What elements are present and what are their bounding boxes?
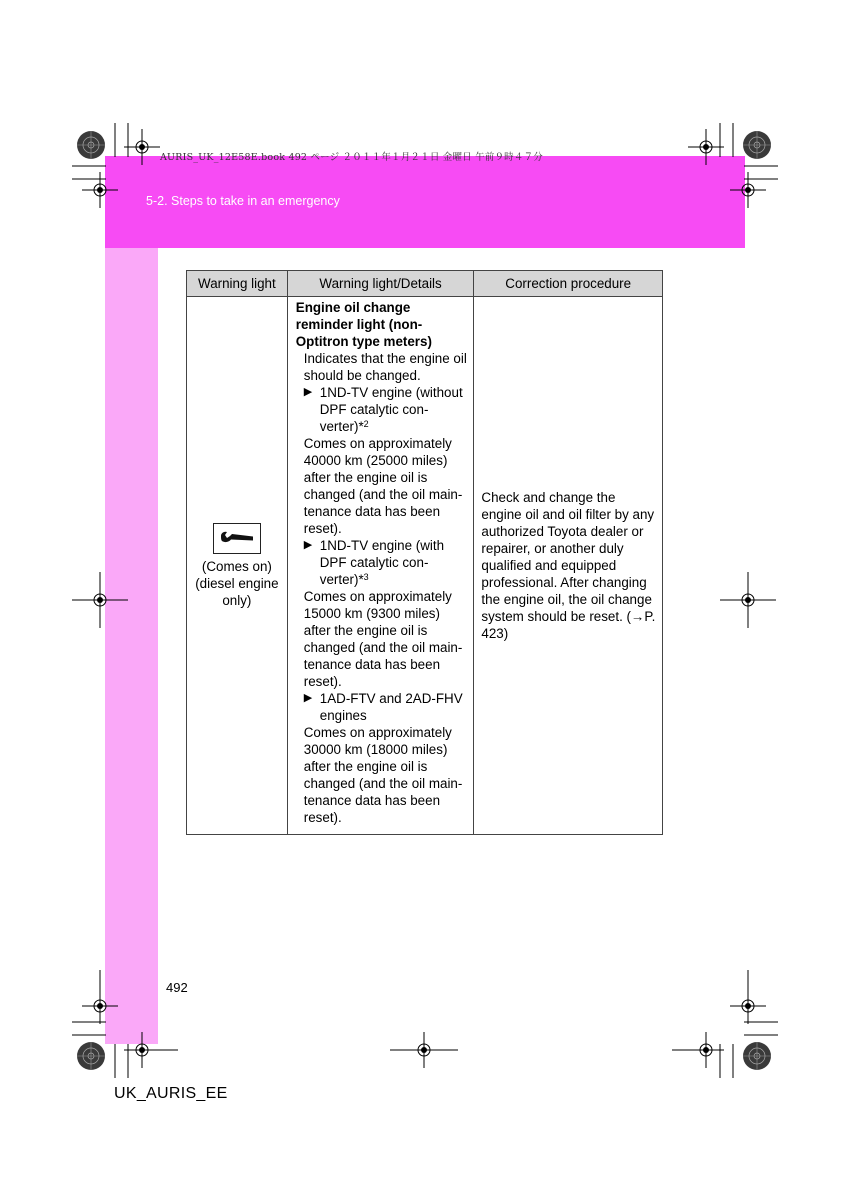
bullet-item — [296, 537, 468, 588]
bullet1-text: 1ND-TV engine (without DPF catalytic con-verter)* — [319, 385, 463, 434]
details-cell — [287, 297, 474, 835]
header-warning-light: Warning light — [187, 271, 288, 297]
details-title: Engine oil change reminder light (non-Optitron type meters) — [295, 300, 432, 349]
details-intro: Indicates that the engine oil should be changed. — [303, 351, 467, 383]
warning-light-table — [186, 270, 663, 835]
only-label: only) — [222, 592, 252, 608]
bullet-item — [296, 690, 468, 724]
document-code: UK_AURIS_EE — [114, 1085, 228, 1102]
wrench-icon — [213, 523, 261, 554]
bullet-item — [296, 384, 468, 435]
print-header: AURIS_UK_12E58E.book 492 ページ ２０１１年１月２１日 金曜日 午前９時４７分 — [160, 152, 543, 163]
bullet3-text: 1AD-FTV and 2AD-FHV engines — [319, 691, 463, 723]
table-header-row — [187, 271, 663, 297]
footnote-ref: 2 — [363, 419, 369, 429]
diesel-label: (diesel engine — [195, 575, 279, 591]
table-row — [187, 297, 663, 835]
triangle-bullet-icon: ▶ — [303, 692, 313, 704]
bullet2-text: 1ND-TV engine (with DPF catalytic con-verter)* — [319, 538, 445, 587]
correction-cell: Check and change the engine oil and oil filter by any authorized Toyota dealer or repairer, or another duly qualified and equipped professional. After changing the engine oil, the oil change system should be reset. (→P. 423) — [474, 297, 663, 835]
section-title: 5-2. Steps to take in an emergency — [146, 194, 340, 208]
triangle-bullet-icon: ▶ — [303, 539, 313, 551]
details-text2: Comes on approximately 15000 km (9300 miles) after the engine oil is changed (and the oil main-tenance data has been reset). — [303, 589, 463, 689]
details-text1: Comes on approximately 40000 km (25000 miles) after the engine oil is changed (and the oil main-tenance data has been reset). — [303, 436, 463, 536]
triangle-bullet-icon: ▶ — [303, 386, 313, 398]
header-details: Warning light/Details — [287, 271, 474, 297]
details-text3: Comes on approximately 30000 km (18000 miles) after the engine oil is changed (and the oil main-tenance data has been reset). — [303, 725, 463, 825]
footnote-ref: 3 — [363, 572, 369, 582]
header-correction: Correction procedure — [474, 271, 663, 297]
side-strip — [105, 248, 158, 1044]
comes-on-label: (Comes on) — [201, 558, 272, 574]
page-number: 492 — [166, 980, 188, 995]
warning-light-cell — [187, 297, 288, 835]
